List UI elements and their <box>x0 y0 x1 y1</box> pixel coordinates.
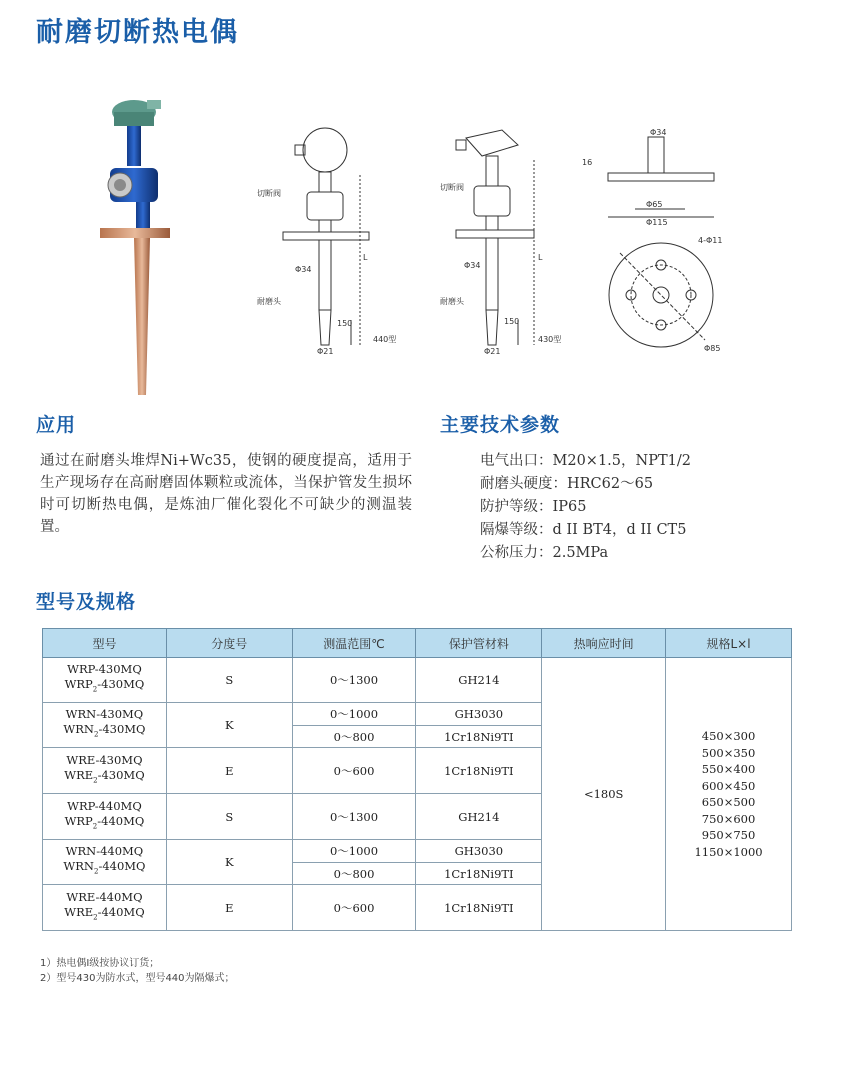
footnote: 1）热电偶I级按协议订货； <box>40 958 160 969</box>
application-heading: 应用 <box>36 414 77 436</box>
len-150-430: 150 <box>504 317 520 326</box>
dia-stem-440: Φ34 <box>295 265 312 274</box>
range-cell: 0～600 <box>292 885 416 931</box>
spec-line: 电气出口：M20×1.5，NPT1/2 <box>480 453 691 469</box>
range-cell: 0～600 <box>292 748 416 794</box>
model-cell: WRP-440MQ $WRP_2-440MQ$ <box>43 794 167 840</box>
spec-table <box>42 628 792 931</box>
dimensions-cell: 450×300 500×350 550×400 600×450 650×500 750×600 950×750 1150×1000 <box>666 658 792 931</box>
grad-cell: K <box>166 703 292 748</box>
dia-tip-440: Φ21 <box>317 347 334 356</box>
material-cell: 1Cr18Ni9TI <box>416 863 542 885</box>
col-header: 热响应时间 <box>542 629 666 658</box>
model-cell: WRN-440MQ $WRN_2-440MQ$ <box>43 840 167 885</box>
range-cell: 0～1300 <box>292 794 416 840</box>
label-cutoff-430: 切断阀 <box>440 183 464 192</box>
model-cell: WRN-430MQ $WRN_2-430MQ$ <box>43 703 167 748</box>
flange-h16: 16 <box>582 158 593 167</box>
col-header: 型号 <box>43 629 167 658</box>
label-head-430: 耐磨头 <box>440 297 464 306</box>
dia-stem-430: Φ34 <box>464 261 481 270</box>
range-cell: 0～1000 <box>292 840 416 863</box>
drawing-flange <box>580 125 730 365</box>
range-cell: 0～1000 <box>292 703 416 726</box>
material-cell: 1Cr18Ni9TI <box>416 748 542 794</box>
tech-heading: 主要技术参数 <box>440 414 561 436</box>
grad-cell: E <box>166 885 292 931</box>
col-header: 测温范围℃ <box>292 629 416 658</box>
grad-cell: S <box>166 658 292 703</box>
flange-d115: Φ115 <box>646 218 668 227</box>
col-header: 分度号 <box>166 629 292 658</box>
flange-d65: Φ65 <box>646 200 663 209</box>
spec-line: 耐磨头硬度：HRC62～65 <box>480 476 654 492</box>
material-cell: GH3030 <box>416 840 542 863</box>
range-cell: 0～800 <box>292 726 416 748</box>
response-cell: <180S <box>542 658 666 931</box>
product-photo <box>92 90 202 400</box>
drawing-430 <box>438 120 588 360</box>
spec-line: 公称压力：2.5MPa <box>480 545 609 561</box>
flange-d34: Φ34 <box>650 128 667 137</box>
tech-specs <box>480 450 691 565</box>
grad-cell: E <box>166 748 292 794</box>
grad-cell: S <box>166 794 292 840</box>
page-title: 耐磨切断热电偶 <box>36 17 239 48</box>
col-header: 保护管材料 <box>416 629 542 658</box>
len-L-440: L <box>363 253 368 262</box>
label-cutoff-440: 切断阀 <box>257 189 281 198</box>
spec-line: 防护等级：IP65 <box>480 499 587 515</box>
material-cell: GH3030 <box>416 703 542 726</box>
material-cell: GH214 <box>416 794 542 840</box>
label-head-440: 耐磨头 <box>257 297 281 306</box>
type-430: 430型 <box>538 335 562 344</box>
table-header-row <box>43 629 792 658</box>
model-cell: WRE-430MQ $WRE_2-430MQ$ <box>43 748 167 794</box>
model-cell: WRP-430MQ $WRP_2-430MQ$ <box>43 658 167 703</box>
range-cell: 0～1300 <box>292 658 416 703</box>
col-header: 规格L×l <box>666 629 792 658</box>
type-440: 440型 <box>373 335 397 344</box>
models-heading: 型号及规格 <box>36 591 137 613</box>
footnote: 2）型号430为防水式，型号440为隔爆式； <box>40 973 235 984</box>
material-cell: 1Cr18Ni9TI <box>416 726 542 748</box>
len-L-430: L <box>538 253 543 262</box>
spec-line: 隔爆等级：d II BT4，d II CT5 <box>480 522 687 538</box>
dia-tip-430: Φ21 <box>484 347 501 356</box>
material-cell: 1Cr18Ni9TI <box>416 885 542 931</box>
range-cell: 0～800 <box>292 863 416 885</box>
grad-cell: K <box>166 840 292 885</box>
application-text: 通过在耐磨头堆焊Ni+Wc35，使钢的硬度提高，适用于生产现场存在高耐磨固体颗粒或流体，当保护管发生损坏时可切断热电偶，是炼油厂催化裂化不可缺少的测温装置。 <box>40 453 412 535</box>
flange-d85: Φ85 <box>704 344 721 353</box>
table-row <box>43 658 792 703</box>
len-150-440: 150 <box>337 319 353 328</box>
footnotes <box>40 956 235 986</box>
model-cell: WRE-440MQ $WRE_2-440MQ$ <box>43 885 167 931</box>
drawing-440 <box>255 120 415 360</box>
material-cell: GH214 <box>416 658 542 703</box>
flange-holes: 4-Φ11 <box>698 236 723 245</box>
